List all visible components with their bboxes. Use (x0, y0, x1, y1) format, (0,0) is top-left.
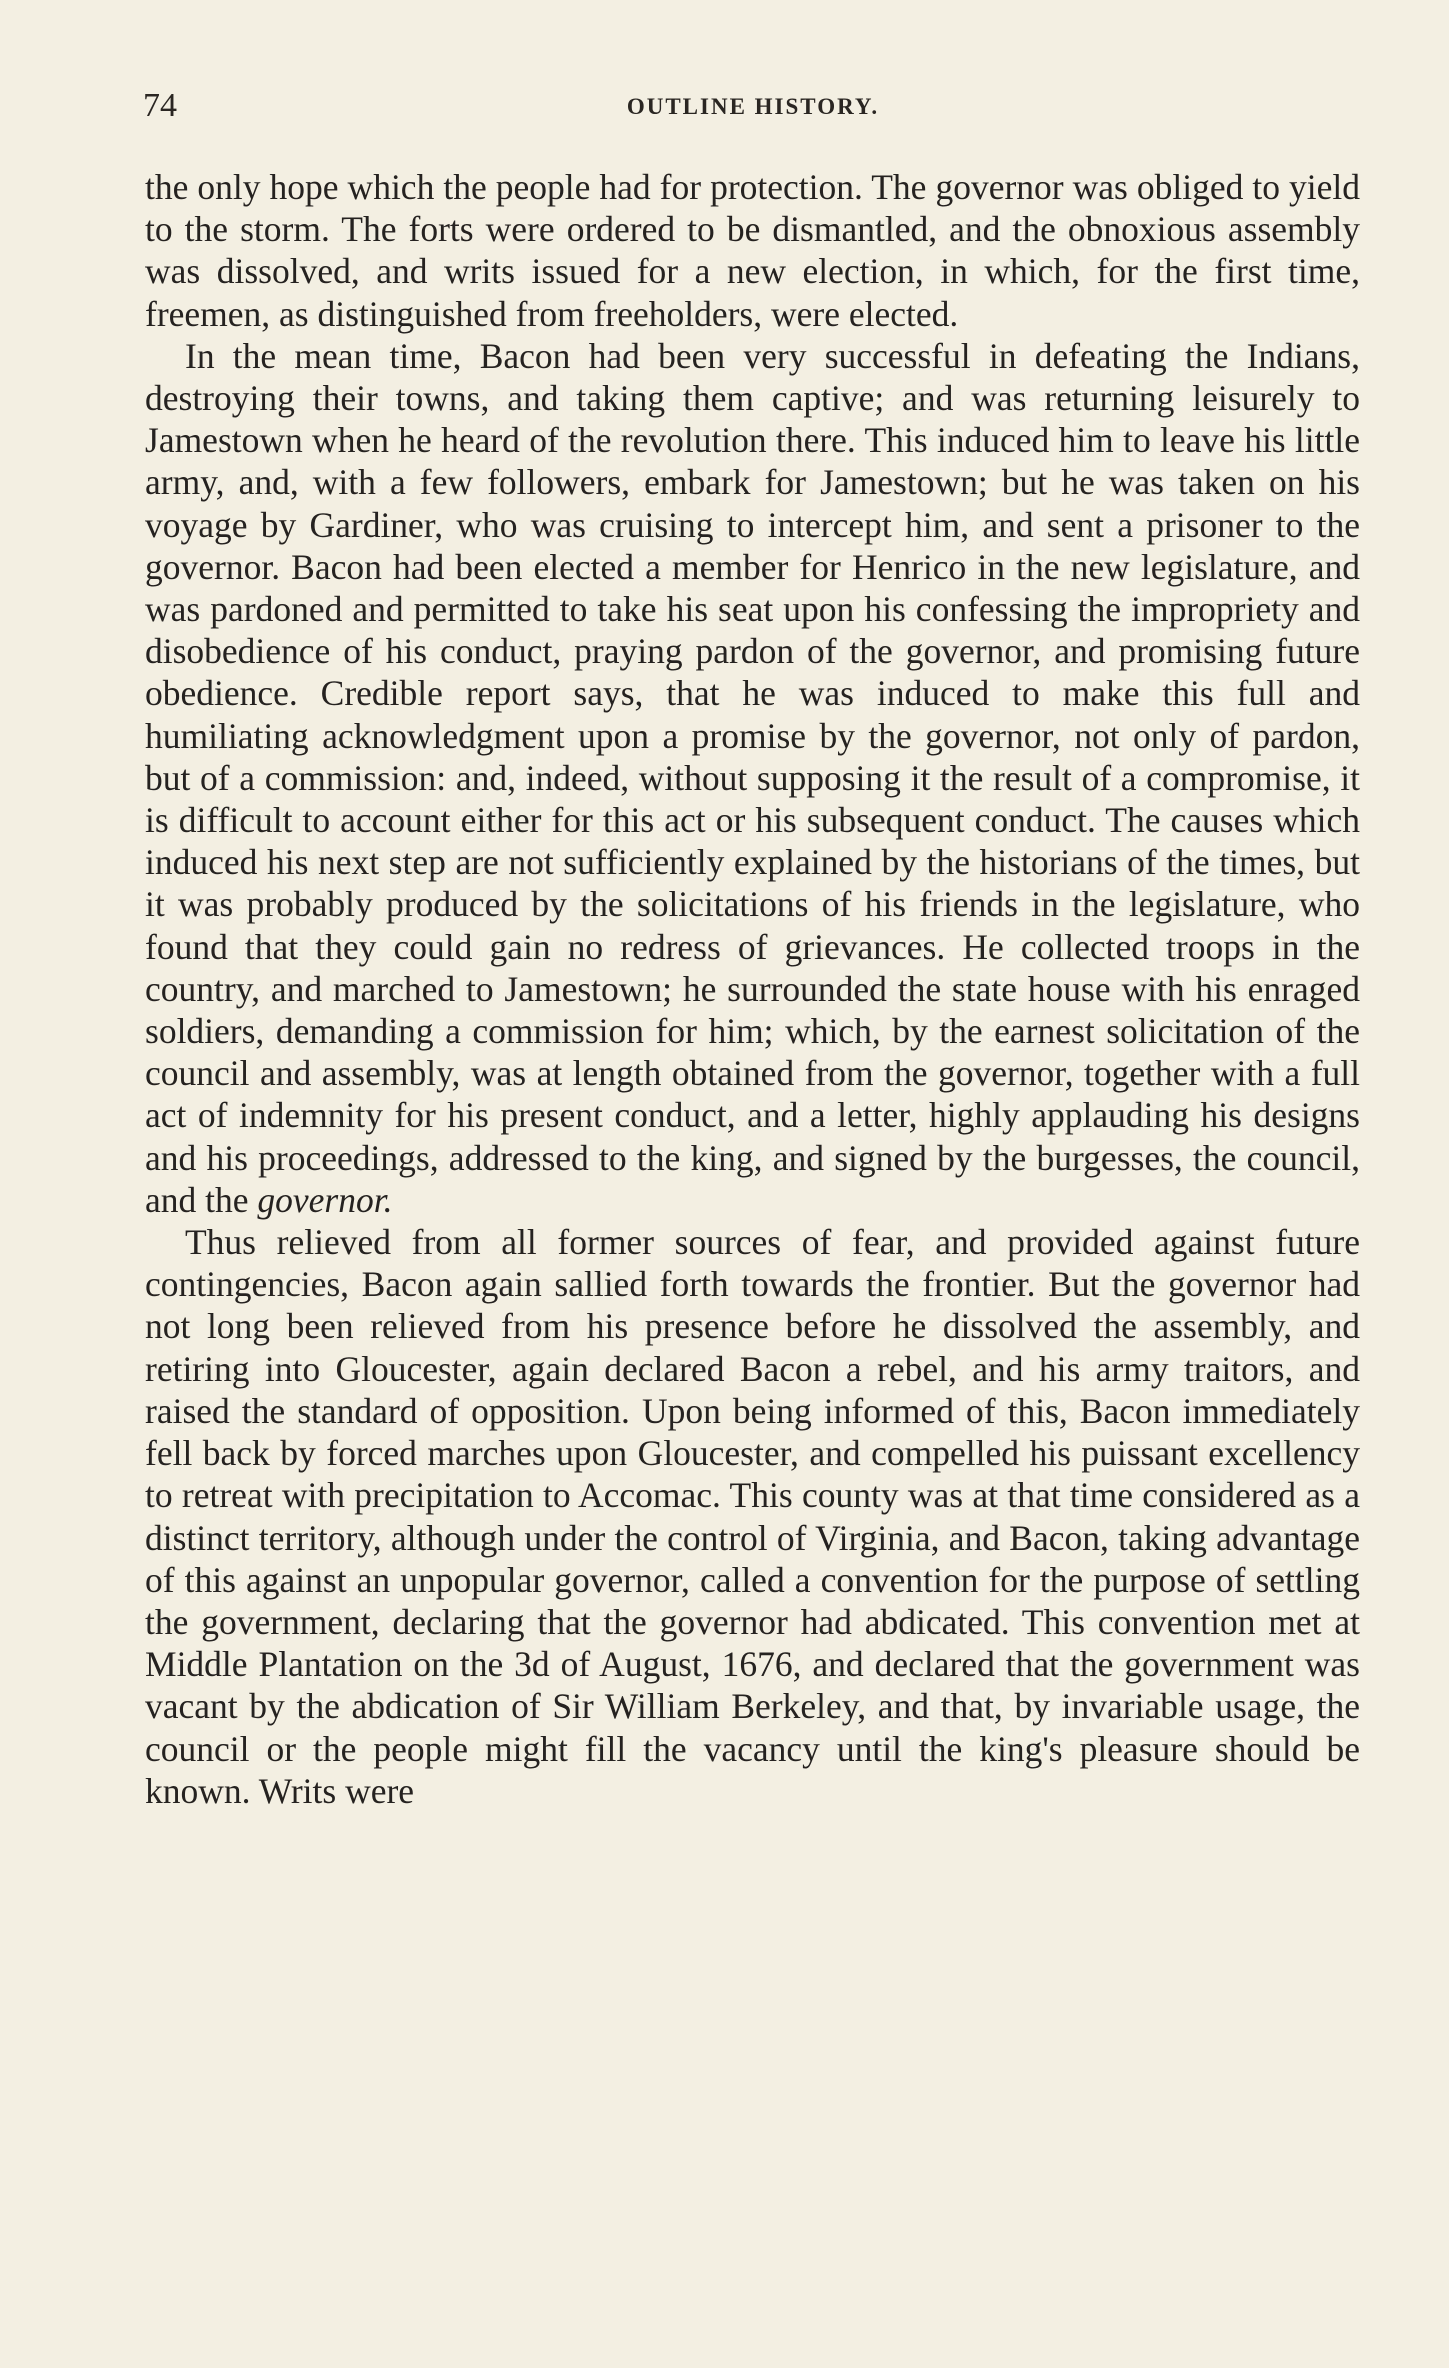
page-number: 74 (143, 87, 177, 124)
paragraph-2-text: In the mean time, Bacon had been very successful in defeating the Indians, destroying their towns, and taking them captive; and was returning leisurely to Jamestown when he heard of the revolution there. This induced him to leave his little army, and, with a few followers, embark for Jamestown; but he was taken on his voyage by Gardiner, who was cruising to intercept him, and sent a prisoner to the governor. Bacon had been elected a member for Henrico in the new legislature, and was pardoned and permitted to take his seat upon his confessing the impropriety and disobedience of his conduct, praying pardon of the governor, and promising future obedience. Credible report says, that he was induced to make this full and humiliating acknowledgment upon a promise by the governor, not only of pardon, but of a commission: and, indeed, without supposing it the result of a compromise, it is difficult to account either for this act or his subsequent conduct. The causes which induced his next step are not sufficiently explained by the historians of the times, but it was probably produced by the solicitations of his friends in the legislature, who found that they could gain no redress of grievances. He collected troops in the country, and marched to Jamestown; he surrounded the state house with his enraged soldiers, demanding a commission for him; which, by the earnest solicitation of the council and assembly, was at length obtained from the governor, together with a full act of indemnity for his present conduct, and a letter, highly applauding his designs and his proceedings, addressed to the king, and signed by the burgesses, the council, and the (145, 335, 1360, 1220)
paragraph-2 (145, 335, 1360, 1221)
body-text (145, 166, 1360, 1812)
paragraph-3 (145, 1221, 1360, 1812)
paragraph-2-italic-tail: governor. (257, 1179, 393, 1220)
paragraph-3-text: Thus relieved from all former sources of fear, and provided against future contingencies, Bacon again sallied forth towards the frontier. But the governor had not long been relieved from his presence before he dissolved the assembly, and retiring into Gloucester, again declared Bacon a rebel, and his army traitors, and raised the standard of opposition. Upon being informed of this, Bacon immediately fell back by forced marches upon Gloucester, and compelled his puissant excellency to retreat with precipitation to Accomac. This county was at that time considered as a distinct territory, although under the control of Virginia, and Bacon, taking advantage of this against an unpopular governor, called a convention for the purpose of settling the government, declaring that the governor had abdicated. This convention met at Middle Plantation on the 3d of August, 1676, and declared that the government was vacant by the abdication of Sir William Berkeley, and that, by invariable usage, the council or the people might fill the vacancy until the king's pleasure should be known. Writs were (145, 1222, 1360, 1811)
running-head: OUTLINE HISTORY. (626, 94, 880, 119)
paragraph-1 (145, 166, 1360, 335)
page-header (143, 86, 1363, 126)
paragraph-1-text: the only hope which the people had for protection. The governor was obliged to yield to the storm. The forts were ordered to be dismantled, and the obnoxious assembly was dissolved, and writs issued for a new election, in which, for the first time, freemen, as distinguished from freeholders, were elected. (145, 167, 1360, 334)
